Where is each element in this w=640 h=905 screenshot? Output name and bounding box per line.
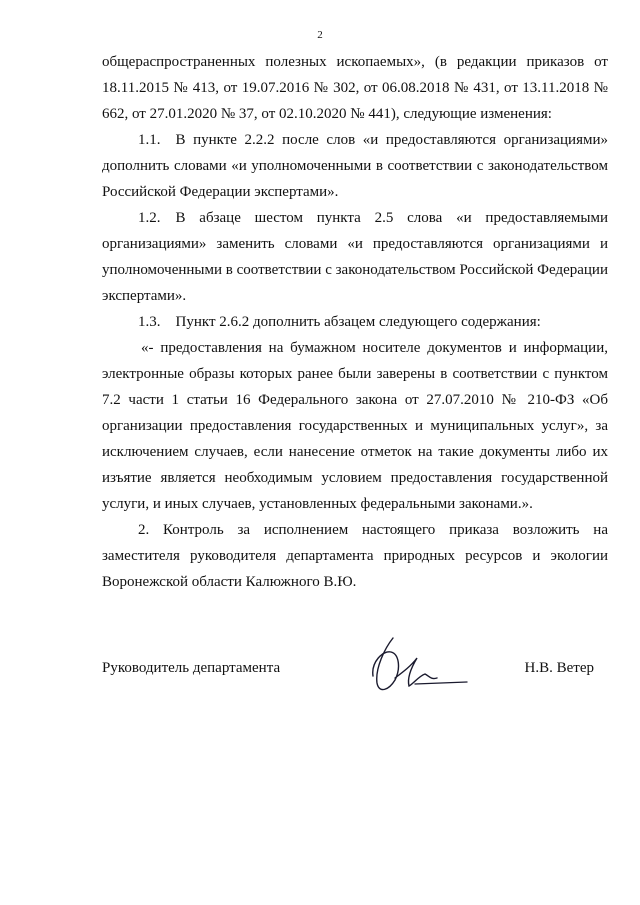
paragraph-item-1-2: 1.2. В абзаце шестом пункта 2.5 слова «и предоставляемыми организациями» заменить словами «и предоставляются организациями и уполномоченными в соответствии с законодательством Российской Федерации экспертами». — [102, 210, 608, 304]
signatory-name: Н.В. Ветер — [524, 660, 594, 676]
document-body — [102, 49, 608, 595]
paragraph-item-2: 2. Контроль за исполнением настоящего приказа возложить на заместителя руководителя департамента природных ресурсов и экологии Воронежской области Калюжного В.Ю. — [102, 522, 608, 590]
paragraph-continuation: общераспространенных полезных ископаемых», (в редакции приказов от 18.11.2015 № 413, от 19.07.2016 № 302, от 06.08.2018 № 431, от 13.11.2018 № 662, от 27.01.2020 № 37, от 02.10.2020 № 441), следующие изменения: — [102, 54, 608, 122]
signature-block — [102, 655, 608, 715]
handwritten-signature — [355, 628, 475, 708]
page-number: 2 — [317, 29, 323, 41]
paragraph-quote: «- предоставления на бумажном носителе документов и информации, электронные образы которых ранее были заверены в соответствии с пунктом 7.2 части 1 статьи 16 Федерального закона от 27.07.2010 № 210-ФЗ «Об организации предоставления государственных и муниципальных услуг», за исключением случаев, если нанесение отметок на такие документы либо их изъятие является необходимым условием предоставления государственной услуги, и иных случаев, установленных федеральными законами.». — [102, 340, 608, 512]
paragraph-item-1-3: 1.3. Пункт 2.6.2 дополнить абзацем следующего содержания: — [138, 314, 541, 330]
signatory-position: Руководитель департамента — [102, 660, 281, 676]
paragraph-item-1-1: 1.1. В пункте 2.2.2 после слов «и предоставляются организациями» дополнить словами «и уполномоченными в соответствии с законодательством Российской Федерации экспертами». — [102, 132, 608, 200]
